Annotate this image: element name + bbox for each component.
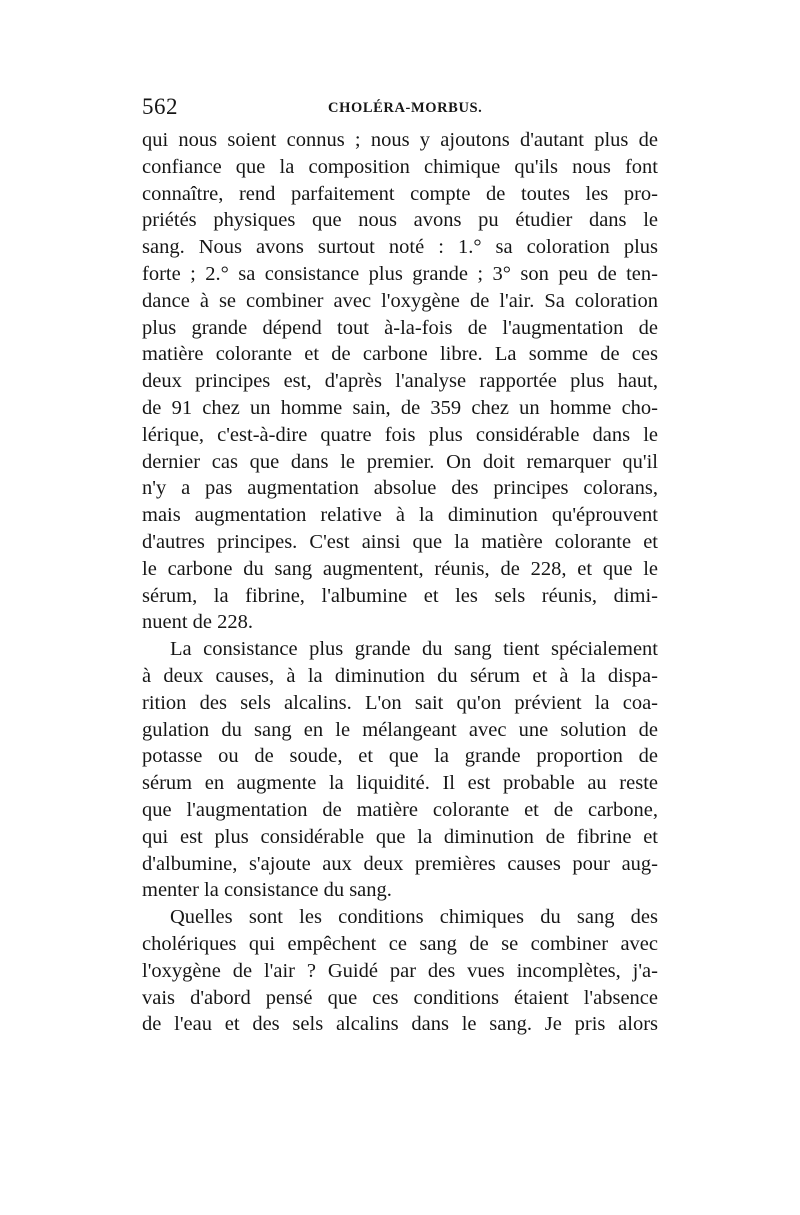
text-line: rition des sels alcalins. L'on sait qu'on prévient la coa-	[142, 691, 658, 714]
text-line: vais d'abord pensé que ces conditions étaient l'absence	[142, 986, 658, 1009]
text-line: mais augmentation relative à la diminution qu'éprouvent	[142, 504, 658, 527]
text-line: dernier cas que dans le premier. On doit remarquer qu'il	[142, 450, 658, 473]
text-line: de l'eau et des sels alcalins dans le sang. Je pris alors	[142, 1013, 658, 1036]
text-line: d'albumine, s'ajoute aux deux premières causes pour aug-	[142, 852, 658, 875]
text-line: priétés physiques que nous avons pu étudier dans le	[142, 209, 658, 232]
text-line: de 91 chez un homme sain, de 359 chez un homme cho-	[142, 396, 658, 419]
text-line: n'y a pas augmentation absolue des principes colorans,	[142, 477, 658, 500]
text-line: nuent de 228.	[142, 611, 254, 634]
text-line: Quelles sont les conditions chimiques du sang des	[170, 906, 658, 929]
text-line: le carbone du sang augmentent, réunis, de 228, et que le	[142, 557, 658, 580]
text-line: dance à se combiner avec l'oxygène de l'air. Sa coloration	[142, 289, 658, 312]
text-line: qui nous soient connus ; nous y ajoutons d'autant plus de	[142, 129, 658, 151]
text-line: forte ; 2.° sa consistance plus grande ; 3° son peu de ten-	[142, 262, 658, 285]
text-line: que l'augmentation de matière colorante et de carbone,	[142, 798, 658, 821]
running-head: CHOLÉRA-MORBUS.	[328, 100, 483, 116]
text-line: à deux causes, à la diminution du sérum et à la dispa-	[142, 664, 658, 687]
page-header	[142, 94, 662, 124]
text-line: sérum, la fibrine, l'albumine et les sels réunis, dimi-	[142, 584, 658, 607]
paragraph-1	[142, 127, 658, 636]
text-line: potasse ou de soude, et que la grande proportion de	[142, 745, 658, 768]
text-line: confiance que la composition chimique qu'ils nous font	[142, 155, 658, 178]
text-line: d'autres principes. C'est ainsi que la matière colorante et	[142, 530, 658, 553]
text-line: qui est plus considérable que la diminution de fibrine et	[142, 825, 658, 848]
text-line: lérique, c'est-à-dire quatre fois plus considérable dans le	[142, 423, 658, 446]
text-line: plus grande dépend tout à-la-fois de l'augmentation de	[142, 316, 658, 339]
text-line: matière colorante et de carbone libre. La somme de ces	[142, 343, 658, 366]
text-line: sérum en augmente la liquidité. Il est probable au reste	[142, 772, 658, 795]
page-number: 562	[142, 94, 178, 119]
paragraph-3	[142, 904, 658, 1038]
body-text	[142, 127, 658, 1038]
text-line: cholériques qui empêchent ce sang de se combiner avec	[142, 932, 658, 955]
text-line: sang. Nous avons surtout noté : 1.° sa coloration plus	[142, 236, 658, 259]
text-line: connaître, rend parfaitement compte de toutes les pro-	[142, 182, 658, 205]
text-line: La consistance plus grande du sang tient spécialement	[170, 638, 658, 661]
text-line: deux principes est, d'après l'analyse rapportée plus haut,	[142, 370, 658, 393]
paragraph-2	[142, 636, 658, 904]
text-line: menter la consistance du sang.	[142, 879, 392, 902]
text-line: l'oxygène de l'air ? Guidé par des vues incomplètes, j'a-	[142, 959, 658, 982]
text-line: gulation du sang en le mélangeant avec une solution de	[142, 718, 658, 741]
